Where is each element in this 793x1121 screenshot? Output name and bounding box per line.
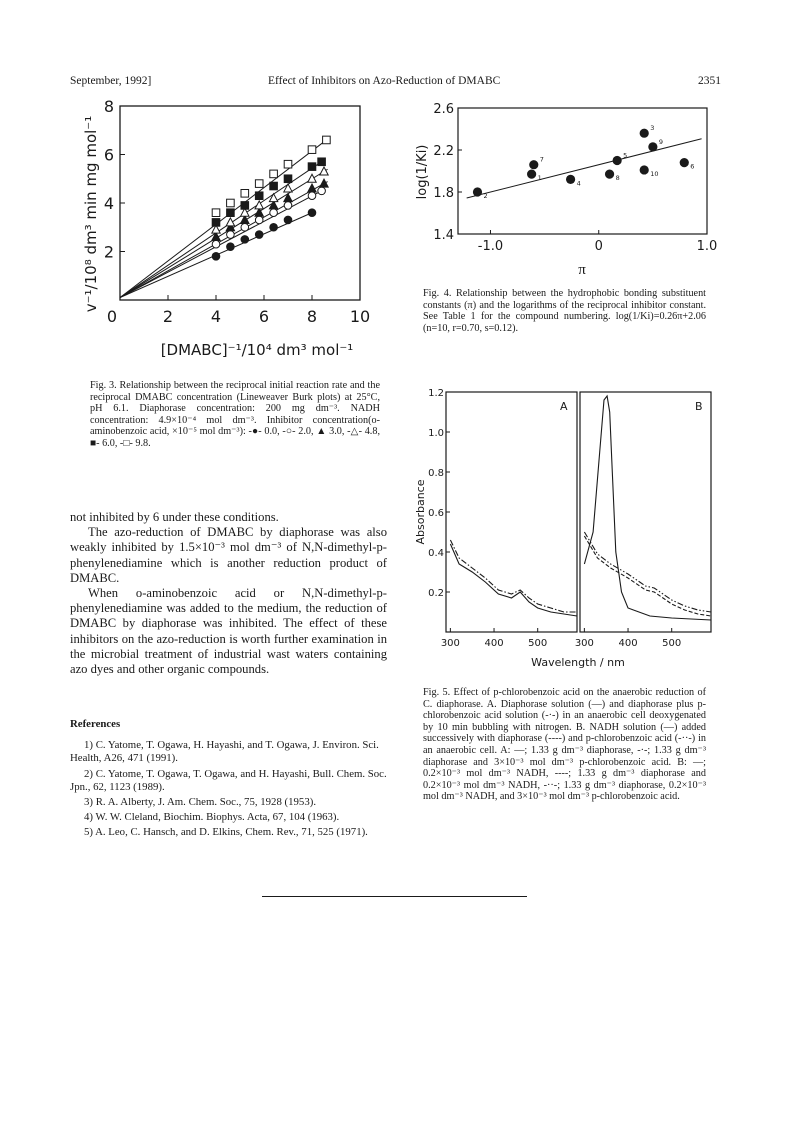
- reference-2: 2) C. Yatome, T. Ogawa, T. Ogawa, and H. Hayashi, Bull. Chem. Soc. Jpn., 62, 1123 (1989).: [70, 767, 387, 793]
- fig3-data-point: [227, 209, 235, 217]
- fig3-data-point: [320, 179, 328, 187]
- fig3-x-tick-label: 0: [106, 307, 118, 326]
- figure-5-caption: Fig. 5. Effect of p-chlorobenzoic acid on the anaerobic reduction of C. diaphorase. A. Diaphorase solution (—) and diaphorase plus p-chlorobenzoic acid solution (-·-) in an anaerobic cell deoxygenated by 10 min bubbling with nitrogen. B. NADH solution (—) added successively with diaphorase (----) and p-chlorobenzoic acid (-··-) in an anaerobic cell. A: —; 1.33 g dm⁻³ diaphorase, -·-; 1.33 g dm⁻³ diaphorase and 3×10⁻³ mol dm⁻³ p-chlorobenzoic acid. B: —; 0.2×10⁻³ mol dm⁻³ NADH, ----; 1.33 g dm⁻³ diaphorase and 0.2×10⁻³ mol dm⁻³ NADH, -··-; 1.33 g dm⁻³ diaphorase, 0.2×10⁻³ mol dm⁻³ NADH, and 3×10⁻³ mol dm⁻³ p-chlorobenzoic acid.: [423, 687, 706, 803]
- fig3-data-point: [308, 174, 316, 182]
- fig3-x-axis-label: [DMABC]⁻¹/10⁴ dm³ mol⁻¹: [160, 341, 354, 359]
- figure-3-caption: Fig. 3. Relationship between the reciprocal initial reaction rate and the reciprocal DMABC concentration (Lineweaver Burk plots) at 25°C, pH 6.1. Diaphorase concentration: 200 mg dm⁻³. NADH concentration: 4.9×10⁻⁴ mol dm⁻³. Inhibitor concentration(o-aminobenzoic acid, ×10⁻⁵ mol dm⁻³): -●- 0.0, -○- 2.0, ▲ 3.0, -△- 4.8, ■- 6.0, -□- 9.8.: [90, 380, 380, 449]
- references-heading: References: [70, 718, 121, 730]
- fig4-data-point: [527, 170, 536, 179]
- running-header-left: September, 1992]: [70, 75, 152, 87]
- fig4-y-tick-label: 2.6: [433, 102, 454, 117]
- fig3-data-point: [284, 175, 292, 183]
- figure-3-chart: [82, 98, 402, 360]
- fig5-y-tick-label: 1.2: [428, 388, 444, 399]
- fig5-panel-a-label: A: [560, 400, 568, 413]
- fig5-x-axis-label: Wavelength / nm: [531, 656, 625, 669]
- fig3-data-point: [270, 182, 278, 190]
- fig3-data-point: [308, 163, 316, 171]
- fig3-data-point: [255, 231, 263, 239]
- fig3-fit-line: [120, 159, 325, 297]
- fig5-panel-b-frame: [580, 392, 711, 632]
- fig4-data-point: [613, 156, 622, 165]
- fig5-y-tick-label: 0.2: [428, 588, 444, 599]
- fig3-x-tick-label: 8: [306, 307, 318, 326]
- fig3-data-point: [284, 216, 292, 224]
- figure-5-chart: [412, 384, 714, 674]
- fig4-data-point: [648, 142, 657, 151]
- fig3-data-point: [212, 219, 220, 227]
- fig3-fit-line: [120, 189, 325, 298]
- fig3-data-point: [320, 167, 328, 175]
- fig4-point-label: 3: [650, 124, 655, 133]
- fig5-panel-a-frame: [446, 392, 577, 632]
- fig4-point-label: 8: [615, 174, 620, 183]
- fig5-x-tick-label: 500: [662, 638, 682, 649]
- fig3-data-point: [255, 180, 263, 188]
- fig3-data-point: [270, 223, 278, 231]
- fig3-data-point: [212, 209, 220, 217]
- fig4-point-label: 10: [650, 169, 659, 178]
- fig3-data-point: [227, 231, 235, 239]
- fig3-data-point: [241, 202, 249, 210]
- fig3-data-point: [318, 158, 326, 166]
- fig5-spectrum-curve: [450, 540, 577, 612]
- fig4-data-point: [605, 170, 614, 179]
- fig3-data-point: [212, 240, 220, 248]
- fig3-data-point: [284, 202, 292, 210]
- fig3-data-point: [323, 136, 331, 144]
- paragraph-1: not inhibited by 6 under these conditions.: [70, 510, 279, 524]
- fig3-data-point: [241, 223, 249, 231]
- fig3-data-point: [241, 236, 249, 244]
- fig4-point-label: 6: [690, 162, 695, 171]
- fig3-x-tick-label: 10: [349, 307, 371, 326]
- fig3-data-point: [227, 243, 235, 251]
- fig4-y-tick-label: 1.4: [433, 228, 454, 243]
- figure-4-caption: Fig. 4. Relationship between the hydrophobic bonding substituent constants (π) and the logarithms of the reciprocal inhibitor constant. See Table 1 for the compound numbering. log(1/Ki)=0.26π+2.06 (n=10, r=0.70, s=0.12).: [423, 288, 706, 334]
- fig5-y-tick-label: 0.6: [428, 508, 444, 519]
- fig5-x-tick-label: 400: [618, 638, 638, 649]
- fig3-data-point: [308, 192, 316, 200]
- fig4-point-label: 7: [539, 155, 544, 164]
- fig4-regression-line: [467, 139, 702, 198]
- fig3-data-point: [308, 184, 316, 192]
- fig5-y-tick-label: 0.4: [428, 548, 444, 559]
- fig5-y-tick-label: 1.0: [428, 428, 444, 439]
- fig3-y-tick-label: 8: [103, 97, 114, 116]
- fig3-plot-frame: [120, 106, 360, 300]
- fig5-spectrum-curve: [584, 536, 711, 616]
- fig4-x-tick-label: -1.0: [477, 239, 504, 254]
- fig3-data-point: [270, 170, 278, 178]
- fig5-x-tick-label: 400: [484, 638, 504, 649]
- fig5-x-tick-label: 300: [574, 638, 594, 649]
- page-number: 2351: [698, 75, 721, 87]
- fig4-point-label: 2: [483, 192, 488, 200]
- reference-3: 3) R. A. Alberty, J. Am. Chem. Soc., 75, 1928 (1953).: [84, 796, 317, 809]
- fig3-data-point: [318, 187, 326, 195]
- paragraph-3: When o-aminobenzoic acid or N,N-dimethyl-p-phenylenediamine was added to the medium, the reduction of DMABC by diaphorase was inhibited. The effect of these inhibitors on the azo-reduction is worth further examination in the microbial treatment of industrial wast waters containing azo dyes and other organic compounds.: [70, 586, 387, 677]
- fig3-data-point: [212, 253, 220, 261]
- fig4-x-axis-label: π: [578, 262, 586, 278]
- fig4-plot-frame: [458, 108, 707, 234]
- fig3-y-tick-label: 6: [103, 145, 114, 165]
- fig5-y-axis-label: Absorbance: [414, 479, 427, 545]
- fig4-y-axis-label: log(1/Ki): [415, 144, 430, 200]
- fig4-point-label: 1: [537, 174, 542, 183]
- fig3-fit-line: [120, 169, 328, 297]
- fig3-data-point: [284, 160, 292, 168]
- fig4-data-point: [566, 175, 575, 184]
- references-section: [70, 718, 387, 842]
- fig3-data-point: [255, 192, 263, 200]
- fig4-data-point: [473, 187, 482, 196]
- fig3-data-point: [308, 146, 316, 154]
- running-header-title: Effect of Inhibitors on Azo-Reduction of DMABC: [268, 75, 501, 87]
- reference-1: 1) C. Yatome, T. Ogawa, H. Hayashi, and T. Ogawa, J. Environ. Sci. Health, A26, 471 (1991).: [70, 739, 379, 765]
- fig4-point-label: 5: [623, 151, 628, 160]
- fig4-data-point: [640, 129, 649, 138]
- fig3-y-tick-label: 4: [103, 194, 114, 213]
- fig3-data-point: [284, 194, 292, 202]
- fig5-spectrum-curve: [584, 532, 711, 612]
- fig5-panel-b-label: B: [695, 400, 703, 413]
- fig4-x-tick-label: 1.0: [696, 239, 718, 254]
- fig3-y-axis-label: v⁻¹/10⁸ dm³ min mg mol⁻¹: [82, 115, 100, 313]
- fig3-x-tick-label: 4: [210, 307, 222, 326]
- body-text: [70, 510, 387, 677]
- fig5-y-tick-label: 0.8: [428, 468, 444, 479]
- fig3-data-point: [226, 218, 234, 226]
- figure-4-chart: [414, 100, 718, 278]
- fig5-spectrum-curve: [584, 396, 711, 620]
- paragraph-2: The azo-reduction of DMABC by diaphorase was also weakly inhibited by 1.5×10⁻³ mol dm⁻³ of N,N-dimethyl-p-phenylenediamine which is another reduction product of DMABC.: [70, 525, 387, 585]
- end-rule: [262, 896, 527, 897]
- fig3-x-tick-label: 2: [162, 307, 174, 326]
- fig4-y-tick-label: 1.8: [433, 186, 454, 201]
- fig3-data-point: [255, 216, 263, 224]
- reference-4: 4) W. W. Cleland, Biochim. Biophys. Acta, 67, 104 (1963).: [84, 811, 340, 824]
- fig4-x-tick-label: 0: [594, 239, 603, 254]
- fig4-point-label: 4: [576, 179, 581, 188]
- fig3-data-point: [227, 199, 235, 207]
- fig4-data-point: [640, 165, 649, 174]
- fig4-data-point: [680, 158, 689, 167]
- fig3-fit-line: [120, 182, 328, 298]
- fig3-data-point: [308, 209, 316, 217]
- fig4-data-point: [529, 160, 538, 169]
- fig3-data-point: [241, 190, 249, 198]
- fig3-data-point: [270, 209, 278, 217]
- fig3-data-point: [269, 194, 277, 202]
- fig5-spectrum-curve: [450, 544, 577, 616]
- fig3-fit-line: [120, 137, 330, 297]
- fig5-x-tick-label: 500: [528, 638, 548, 649]
- fig3-y-tick-label: 2: [103, 242, 114, 262]
- fig3-x-tick-label: 6: [258, 307, 270, 326]
- fig4-point-label: 9: [658, 137, 664, 146]
- fig4-y-tick-label: 2.2: [433, 144, 454, 159]
- reference-5: 5) A. Leo, C. Hansch, and D. Elkins, Chem. Rev., 71, 525 (1971).: [84, 826, 368, 839]
- fig3-data-point: [284, 184, 292, 192]
- fig5-x-tick-label: 300: [440, 638, 460, 649]
